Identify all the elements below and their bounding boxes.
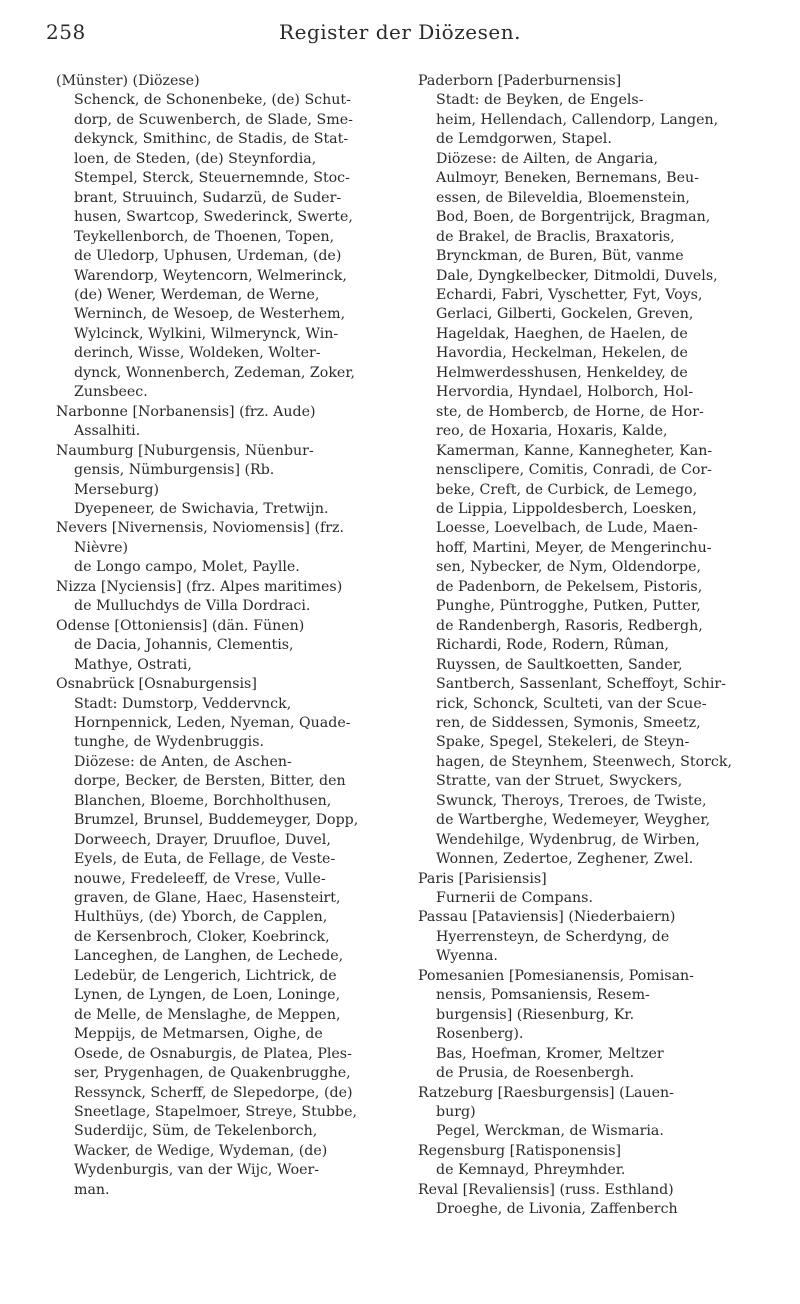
register-line: nouwe, Fredeleeff, de Vrese, Vulle- [74, 870, 326, 887]
register-line: graven, de Glane, Haec, Hasensteirt, [74, 890, 341, 907]
register-line: Punghe, Püntrogghe, Putken, Putter, [436, 598, 701, 615]
register-line: Helmwerdesshusen, Henkeldey, de [436, 364, 688, 381]
register-line: derinch, Wisse, Woldeken, Wolter- [74, 345, 321, 362]
register-line: Brumzel, Brunsel, Buddemeyger, Dopp, [74, 812, 359, 829]
register-headword-line: Odense [Ottoniensis] (dän. Fünen) [56, 617, 305, 634]
register-line: Stempel, Sterck, Steuernemnde, Stoc- [74, 170, 350, 187]
page-header [40, 18, 760, 52]
register-line: Diözese: de Ailten, de Angaria, [436, 150, 659, 167]
register-line: de Randenbergh, Rasoris, Redbergh, [436, 617, 703, 634]
register-headword-line: Passau [Pataviensis] (Niederbaiern) [418, 909, 676, 926]
running-title: Register der Diözesen. [279, 20, 521, 44]
register-line: nensclipere, Comitis, Conradi, de Cor- [436, 462, 712, 479]
register-line: brant, Struuinch, Sudarzü, de Suder- [74, 189, 342, 206]
register-line: Werninch, de Wesoep, de Westerhem, [74, 306, 346, 323]
register-line: de Brakel, de Braclis, Braxatoris, [436, 228, 675, 245]
register-line: Havordia, Heckelman, Hekelen, de [436, 345, 688, 362]
register-line: ste, de Hombercb, de Horne, de Hor- [436, 403, 704, 420]
register-line: Lanceghen, de Langhen, de Lechede, [74, 948, 344, 965]
register-line: de Mulluchdys de Villa Dordraci. [74, 598, 311, 615]
register-line: Warendorp, Weytencorn, Welmerinck, [74, 267, 347, 284]
register-line: Hulthüys, (de) Yborch, de Capplen, [74, 909, 328, 926]
register-line: rick, Schonck, Sculteti, van der Scue- [436, 695, 707, 712]
register-line: de Kemnayd, Phreymhder. [436, 1162, 626, 1179]
register-line: Wydenburgis, van der Wijc, Woer- [74, 1162, 320, 1179]
register-line: Diözese: de Anten, de Aschen- [74, 753, 292, 770]
register-line: burg) [436, 1104, 476, 1121]
register-line: Wacker, de Wedige, Wydeman, (de) [74, 1142, 328, 1159]
register-line: ren, de Siddessen, Symonis, Smeetz, [436, 714, 701, 731]
register-line: Blanchen, Bloeme, Borchholthusen, [74, 792, 332, 809]
register-headword-line: Paris [Parisiensis] [418, 870, 547, 887]
register-line: Meppijs, de Metmarsen, Oighe, de [74, 1026, 323, 1043]
register-line: Wylcinck, Wylkini, Wilmerynck, Win- [74, 325, 339, 342]
register-line: Bod, Boen, de Borgentrijck, Bragman, [436, 209, 711, 226]
register-line: Gerlaci, Gilberti, Gockelen, Greven, [436, 306, 694, 323]
register-line: husen, Swartcop, Swederinck, Swerte, [74, 209, 353, 226]
register-line: Hervordia, Hyndael, Holborch, Hol- [436, 384, 694, 401]
register-line: Swunck, Theroys, Treroes, de Twiste, [436, 792, 707, 809]
register-line: nensis, Pomsaniensis, Resem- [436, 987, 650, 1004]
register-line: beke, Creft, de Curbick, de Lemego, [436, 481, 698, 498]
register-headword-line: Paderborn [Paderburnensis] [418, 73, 622, 89]
register-line: loen, de Steden, (de) Steynfordia, [74, 150, 317, 167]
register-line: Spake, Spegel, Stekeleri, de Steyn- [436, 734, 690, 751]
register-headword-line: (Münster) (Diözese) [56, 73, 200, 89]
register-line: de Lippia, Lippoldesberch, Loesken, [436, 500, 697, 517]
register-headword-line: Nevers [Nivernensis, Noviomensis] (frz. [56, 520, 344, 537]
register-line: Ledebür, de Lengerich, Lichtrick, de [74, 967, 337, 984]
register-headword-line: Nizza [Nyciensis] (frz. Alpes maritimes) [56, 578, 343, 595]
register-line: sen, Nybecker, de Nym, Oldendorpe, [436, 559, 701, 576]
register-line: dekynck, Smithinc, de Stadis, de Stat- [74, 131, 349, 148]
register-line: Brynckman, de Buren, Büt, vanme [436, 248, 684, 265]
register-line: Wendehilge, Wydenbrug, de Wirben, [436, 831, 700, 848]
register-line: Sneetlage, Stapelmoer, Streye, Stubbe, [74, 1104, 358, 1121]
register-line: essen, de Bileveldia, Bloemenstein, [436, 189, 690, 206]
register-line: ser, Prygenhagen, de Quakenbrugghe, [74, 1065, 351, 1082]
register-line: dorpe, Becker, de Bersten, Bitter, den [74, 773, 346, 790]
page-number: 258 [46, 20, 86, 44]
register-line: dorp, de Scuwenberch, de Slade, Sme- [74, 111, 353, 128]
register-line: Suderdijc, Süm, de Tekelenborch, [74, 1123, 318, 1140]
register-line: Wonnen, Zedertoe, Zeghener, Zwel. [436, 851, 694, 868]
register-line: reo, de Hoxaria, Hoxaris, Kalde, [436, 423, 668, 440]
register-line: Schenck, de Schonenbeke, (de) Schut- [74, 92, 351, 109]
register-line: Mathye, Ostrati, [74, 656, 192, 673]
register-line: Bas, Hoefman, Kromer, Meltzer [436, 1045, 664, 1062]
register-line: Teykellenborch, de Thoenen, Topen, [74, 228, 335, 245]
register-line: Dorweech, Drayer, Druufloe, Duvel, [74, 831, 331, 848]
register-headword-line: Pomesanien [Pomesianensis, Pomisan- [418, 967, 694, 984]
register-line: Hornpennick, Leden, Nyeman, Quade- [74, 714, 351, 731]
register-line: Droeghe, de Livonia, Zaffenberch [436, 1201, 678, 1218]
register-line: burgensis] (Riesenburg, Kr. [436, 1006, 635, 1023]
register-line: Zunsbeec. [74, 384, 148, 401]
register-headword-line: Narbonne [Norbanensis] (frz. Aude) [56, 403, 316, 420]
register-line: de Lemdgorwen, Stapel. [436, 131, 612, 148]
register-line: de Dacia, Johannis, Clementis, [74, 637, 294, 654]
register-line: Hyerrensteyn, de Scherdyng, de [436, 928, 670, 945]
register-line: de Padenborn, de Pekelsem, Pistoris, [436, 578, 703, 595]
register-line: Rosenberg). [436, 1026, 524, 1043]
register-line: Pegel, Werckman, de Wismaria. [436, 1123, 664, 1140]
register-line: de Melle, de Menslaghe, de Meppen, [74, 1006, 341, 1023]
register-line: Santberch, Sassenlant, Scheffoyt, Schir- [436, 676, 726, 693]
register-line: de Kersenbroch, Cloker, Koebrinck, [74, 928, 330, 945]
register-line: heim, Hellendach, Callendorp, Langen, [436, 111, 719, 128]
register-line: Stadt: de Beyken, de Engels- [436, 92, 644, 109]
register-line: tunghe, de Wydenbruggis. [74, 734, 264, 751]
register-line: Ruyssen, de Saultkoetten, Sander, [436, 656, 683, 673]
register-headword-line: Ratzeburg [Raesburgensis] (Lauen- [418, 1084, 674, 1101]
register-line: Merseburg) [74, 481, 160, 498]
register-headword-line: Osnabrück [Osnaburgensis] [56, 676, 257, 693]
register-line: man. [74, 1181, 110, 1198]
register-line: Wyenna. [436, 948, 498, 965]
register-line: Richardi, Rode, Rodern, Rûman, [436, 637, 669, 654]
register-headword-line: Reval [Revaliensis] (russ. Esthland) [418, 1181, 674, 1198]
register-line: Assalhiti. [74, 423, 141, 440]
register-line: Nièvre) [74, 539, 129, 556]
register-line: gensis, Nümburgensis] (Rb. [74, 462, 275, 479]
register-line: Loesse, Loevelbach, de Lude, Maen- [436, 520, 698, 537]
register-line: Ressynck, Scherff, de Slepedorpe, (de) [74, 1084, 353, 1101]
register-line: Furnerii de Compans. [436, 890, 593, 907]
register-line: de Uledorp, Uphusen, Urdeman, (de) [74, 248, 342, 265]
register-line: hoff, Martini, Meyer, de Mengerinchu- [436, 539, 712, 556]
register-headword-line: Regensburg [Ratisponensis] [418, 1142, 622, 1159]
register-line: (de) Wener, Werdeman, de Werne, [74, 286, 320, 303]
left-column [56, 72, 396, 1292]
register-line: Hageldak, Haeghen, de Haelen, de [436, 325, 688, 342]
register-line: Osede, de Osnaburgis, de Platea, Ples- [74, 1045, 352, 1062]
register-line: Dale, Dyngkelbecker, Ditmoldi, Duvels, [436, 267, 718, 284]
register-line: Eyels, de Euta, de Fellage, de Veste- [74, 851, 336, 868]
register-line: Echardi, Fabri, Vyschetter, Fyt, Voys, [436, 286, 703, 303]
register-line: Stratte, van der Struet, Swyckers, [436, 773, 683, 790]
register-line: Stadt: Dumstorp, Veddervnck, [74, 695, 292, 712]
register-line: de Wartberghe, Wedemeyer, Weygher, [436, 812, 711, 829]
register-line: de Longo campo, Molet, Paylle. [74, 559, 300, 576]
register-line: Kamerman, Kanne, Kannegheter, Kan- [436, 442, 713, 459]
register-line: de Prusia, de Roesenbergh. [436, 1065, 635, 1082]
register-line: Lynen, de Lyngen, de Loen, Loninge, [74, 987, 341, 1004]
register-line: hagen, de Steynhem, Steenwech, Storck, [436, 753, 732, 770]
register-line: Aulmoyr, Beneken, Bernemans, Beu- [436, 170, 699, 187]
right-column [418, 72, 758, 1292]
register-headword-line: Naumburg [Nuburgensis, Nüenbur- [56, 442, 314, 459]
register-line: Dyepeneer, de Swichavia, Tretwijn. [74, 500, 329, 517]
register-line: dynck, Wonnenberch, Zedeman, Zoker, [74, 364, 356, 381]
